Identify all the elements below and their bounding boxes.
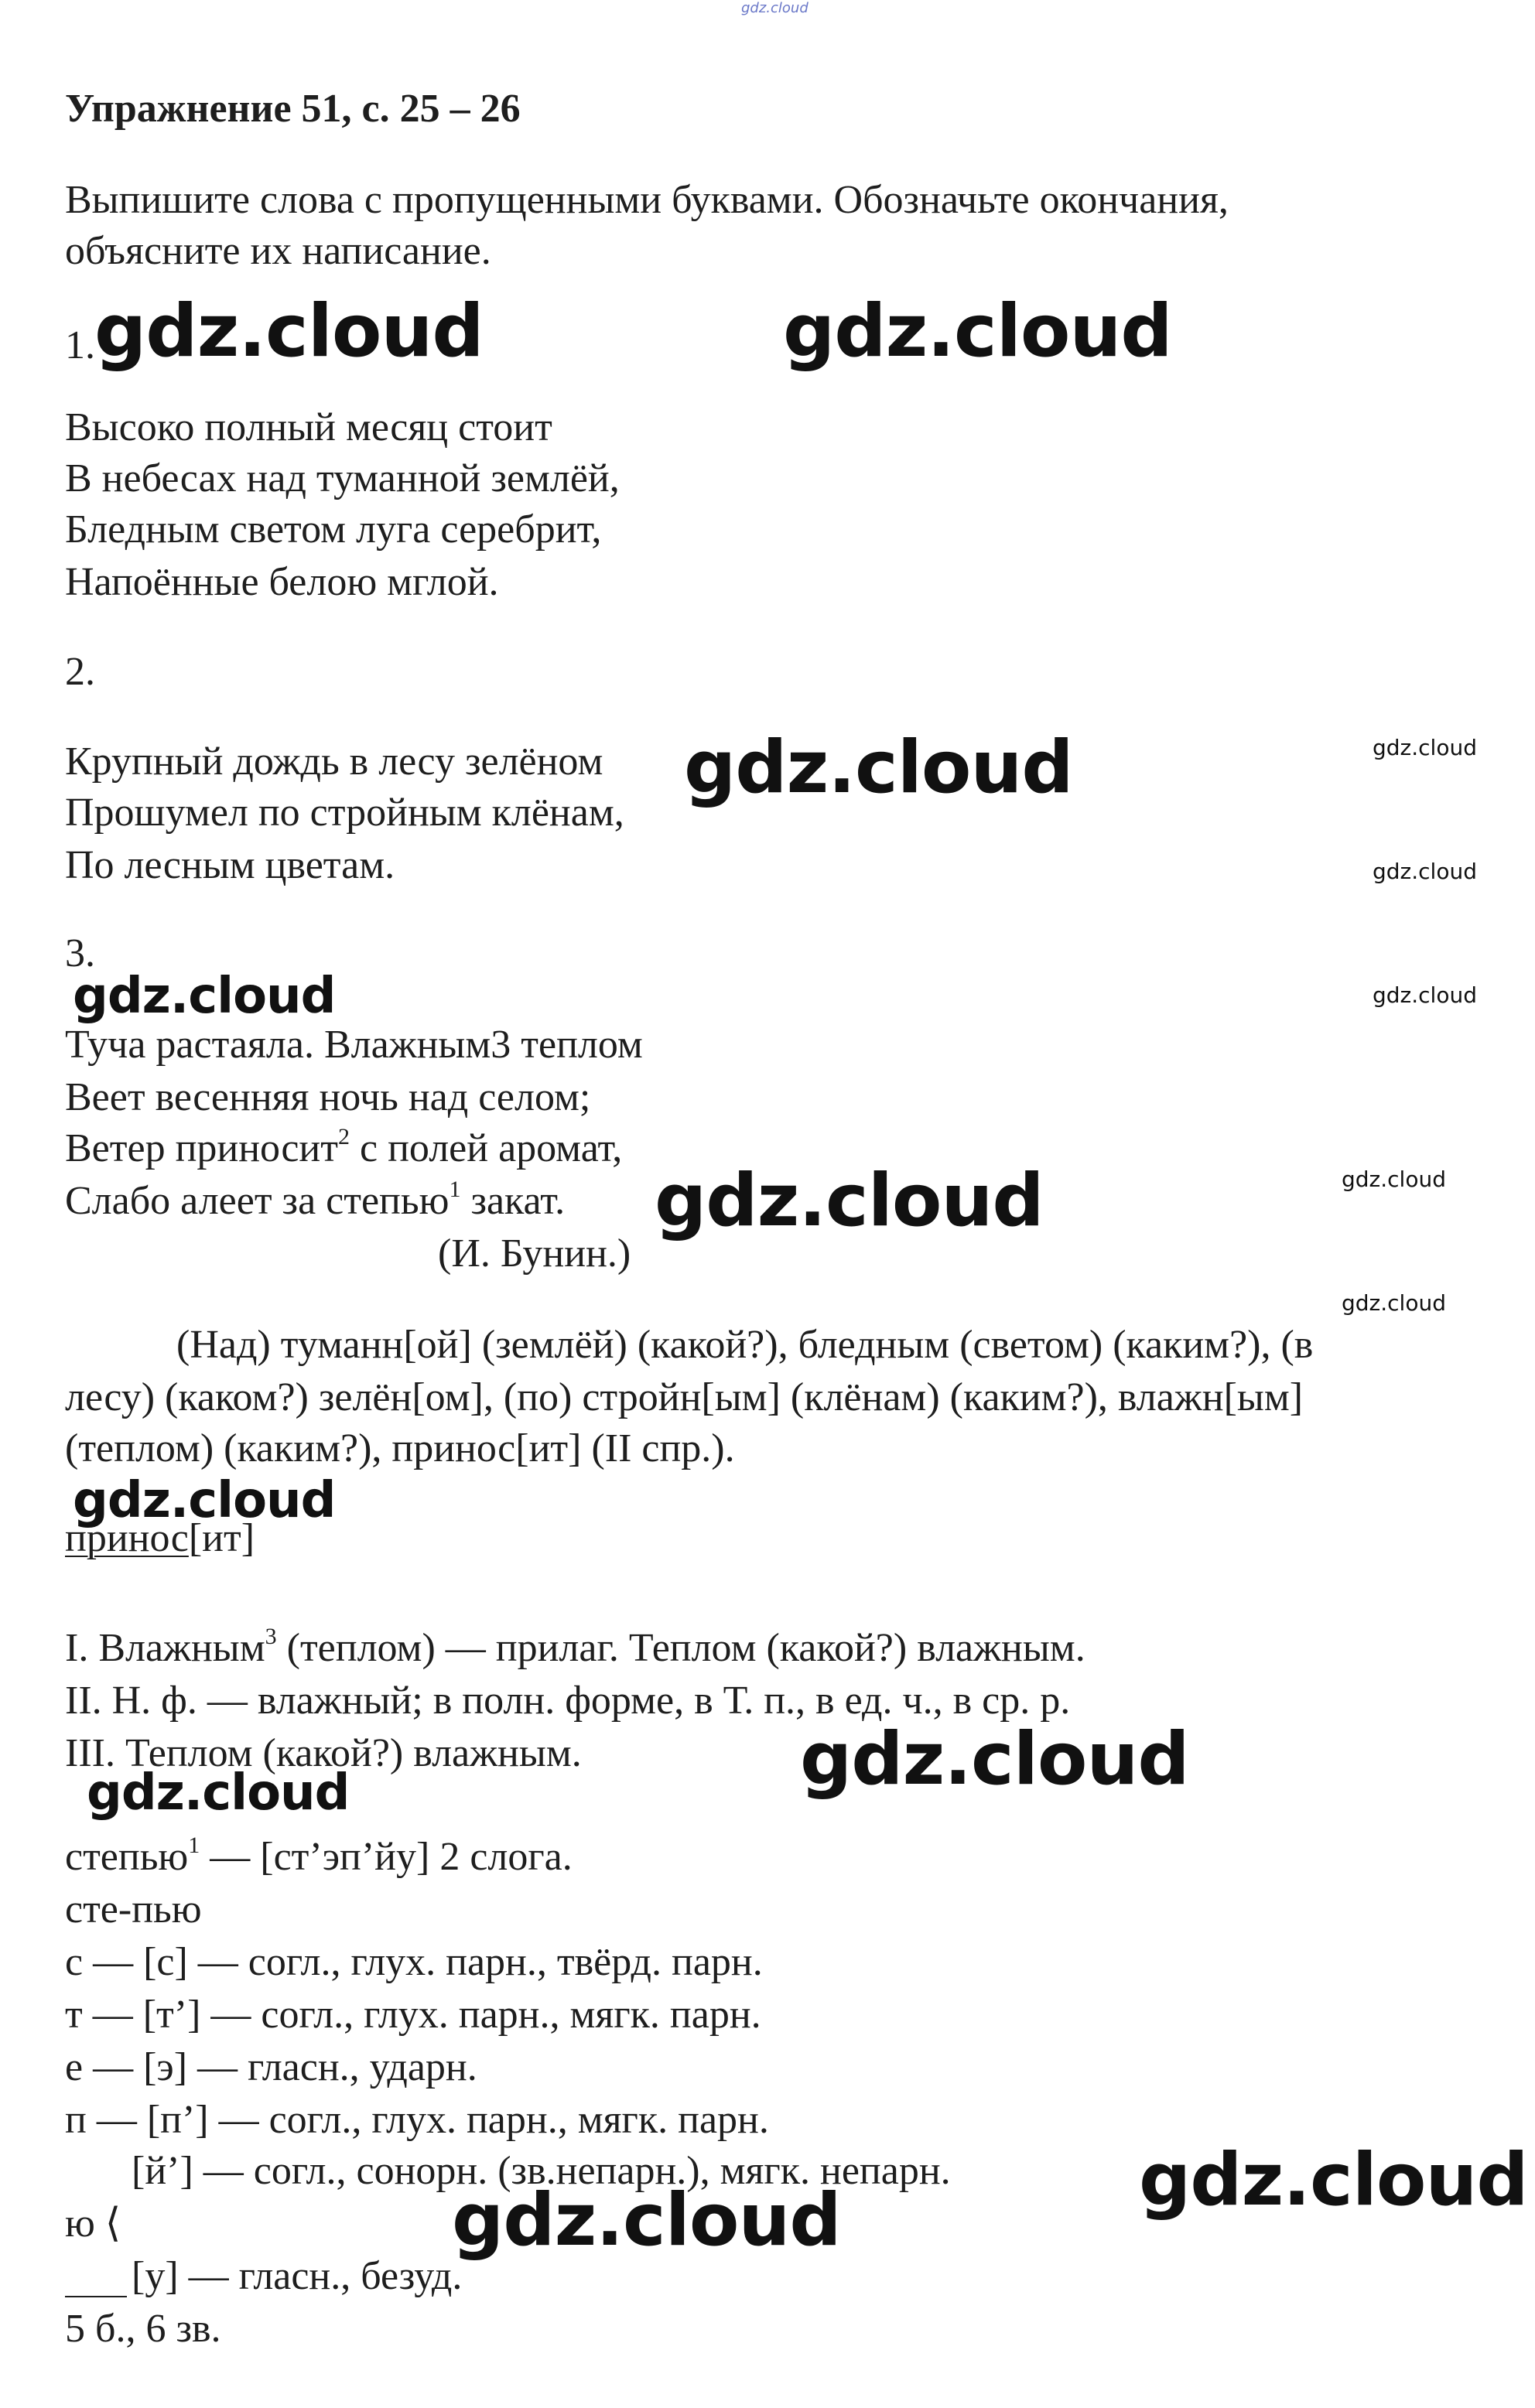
watermark: gdz.cloud xyxy=(87,1764,350,1822)
watermark: gdz.cloud xyxy=(1342,1290,1446,1316)
text-span: — [ст’эп’йу] 2 слога. xyxy=(200,1835,573,1879)
poem-2-line: По лесным цветам. xyxy=(65,843,395,887)
phonetic-row: п — [п’] — согл., глух. парн., мягк. парн. xyxy=(65,2098,769,2142)
parse-line xyxy=(65,1623,1085,1674)
phonetic-row: с — [с] — согл., глух. парн., твёрд. парн. xyxy=(65,1940,763,1984)
watermark: gdz.cloud xyxy=(684,726,1073,810)
text-span: (теплом) — прилаг. Теплом (какой?) влажным. xyxy=(276,1626,1085,1670)
text-span: I. Влажным xyxy=(65,1626,265,1670)
phonetic-row: ю ⟨ xyxy=(65,2201,121,2246)
poem-1-number: 1. xyxy=(65,323,95,367)
header-watermark: gdz.cloud xyxy=(741,0,809,16)
text-span: закат. xyxy=(460,1179,566,1223)
blank-line xyxy=(65,2296,127,2297)
watermark: gdz.cloud xyxy=(800,1717,1189,1802)
poem-author: (И. Бунин.) xyxy=(438,1231,631,1276)
parse-line: III. Теплом (какой?) влажным. xyxy=(65,1731,582,1775)
watermark: gdz.cloud xyxy=(1373,735,1477,760)
task-line-2: объясните их написание. xyxy=(65,229,491,273)
text-span: с полей аромат, xyxy=(349,1126,623,1170)
poem-1-line: Бледным светом луга серебрит, xyxy=(65,507,602,552)
poem-1-line: В небесах над туманной землёй, xyxy=(65,456,620,500)
watermark: gdz.cloud xyxy=(73,1472,336,1529)
footnote-mark: 3 xyxy=(265,1623,277,1649)
poem-3-line xyxy=(65,1123,622,1174)
analysis-line: (теплом) (каким?), принос[ит] (II спр.). xyxy=(65,1426,735,1470)
poem-2-number: 2. xyxy=(65,650,95,694)
syllables: сте-пью xyxy=(65,1887,202,1932)
poem-2-line: Крупный дождь в лесу зелёном xyxy=(65,739,603,784)
watermark: gdz.cloud xyxy=(94,289,484,374)
watermark: gdz.cloud xyxy=(452,2178,841,2263)
phonetic-row: [й’] — согл., сонорн. (зв.непарн.), мягк. непарн. xyxy=(132,2149,951,2193)
watermark: gdz.cloud xyxy=(1373,982,1477,1008)
poem-3-line xyxy=(65,1176,565,1227)
poem-2-line: Прошумел по стройным клёнам, xyxy=(65,791,624,835)
watermark: gdz.cloud xyxy=(655,1159,1044,1243)
watermark: gdz.cloud xyxy=(73,968,336,1025)
poem-3-line: Туча растаяла. Влажным3 теплом xyxy=(65,1023,643,1067)
letters-sounds-total: 5 б., 6 зв. xyxy=(65,2307,221,2351)
poem-1-line: Высоко полный месяц стоит xyxy=(65,405,552,449)
word-stem: принос xyxy=(65,1516,189,1560)
phonetic-header xyxy=(65,1832,573,1883)
watermark: gdz.cloud xyxy=(1373,859,1477,884)
watermark: gdz.cloud xyxy=(1139,2138,1528,2222)
text-span: степью xyxy=(65,1835,189,1879)
poem-3-number: 3. xyxy=(65,931,95,975)
phonetic-row: т — [т’] — согл., глух. парн., мягк. парн. xyxy=(65,1993,761,2037)
phonetic-row: е — [э] — гласн., ударн. xyxy=(65,2045,477,2089)
poem-3-line: Веет весенняя ночь над селом; xyxy=(65,1075,591,1119)
word-ending: [ит] xyxy=(188,1516,255,1560)
poem-1-line: Напоённые белою мглой. xyxy=(65,560,499,604)
task-line-1: Выпишите слова с пропущенными буквами. Обозначьте окончания, xyxy=(65,178,1229,222)
analysis-line: (Над) туманн[ой] (землёй) (какой?), бледным (светом) (каким?), (в xyxy=(176,1323,1314,1367)
footnote-mark: 1 xyxy=(449,1176,461,1202)
phonetic-row: [у] — гласн., безуд. xyxy=(132,2254,463,2298)
exercise-title: Упражнение 51, с. 25 – 26 xyxy=(65,87,521,131)
footnote-mark: 2 xyxy=(337,1123,350,1149)
text-span: Ветер приносит xyxy=(65,1126,338,1170)
watermark: gdz.cloud xyxy=(1342,1166,1446,1192)
text-span: Слабо алеет за степью xyxy=(65,1179,450,1223)
analysis-line: лесу) (каком?) зелён[ом], (по) стройн[ым] (клёнам) (каким?), влажн[ым] xyxy=(65,1375,1304,1419)
parse-line: II. Н. ф. — влажный; в полн. форме, в Т. п., в ед. ч., в ср. р. xyxy=(65,1679,1071,1723)
footnote-mark: 1 xyxy=(188,1832,200,1858)
watermark: gdz.cloud xyxy=(783,289,1172,374)
